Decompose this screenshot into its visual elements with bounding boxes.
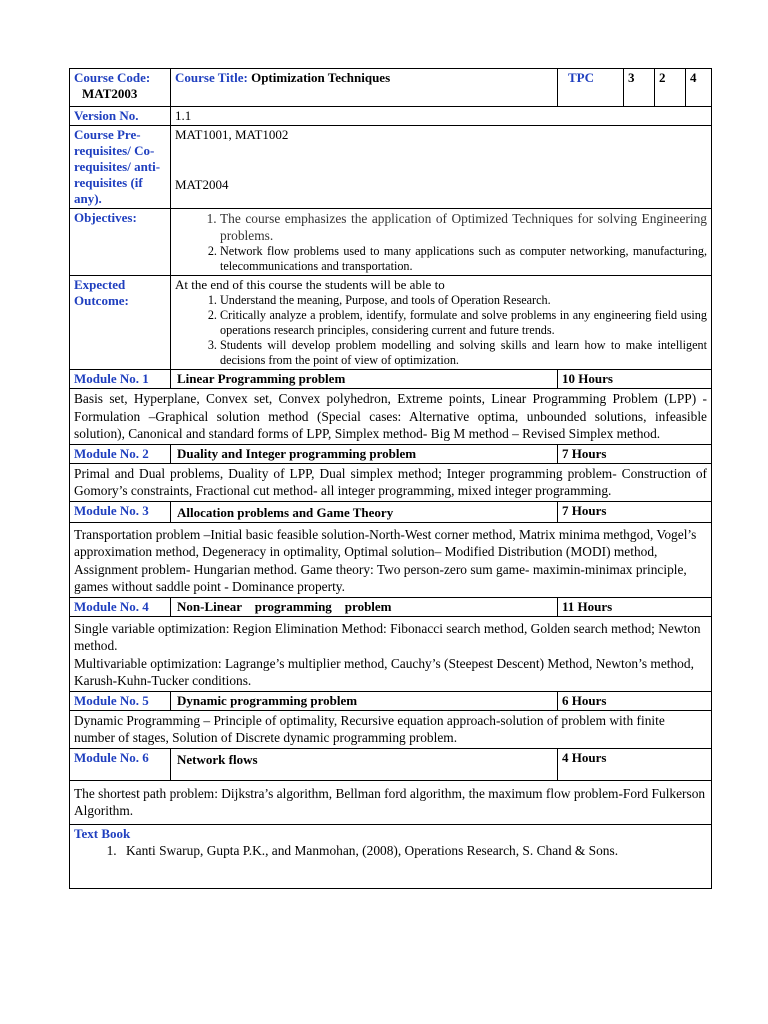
module-label: Module No. 6 bbox=[70, 748, 171, 780]
version-label: Version No. bbox=[70, 107, 171, 126]
module-label: Module No. 1 bbox=[70, 370, 171, 389]
outcome-label: Expected Outcome: bbox=[70, 276, 171, 370]
module-title: Network flows bbox=[171, 748, 558, 780]
objectives-list bbox=[175, 210, 707, 274]
module-label: Module No. 2 bbox=[70, 444, 171, 463]
course-code-value: MAT2003 bbox=[82, 86, 138, 101]
module-header-row bbox=[70, 748, 712, 780]
syllabus-table bbox=[69, 68, 712, 889]
module-content: Multivariable optimization: Lagrange’s multiplier method, Cauchy’s (Steepest Descent) Method, Newton’s method, Karush-Kuhn-Tucker conditions. bbox=[74, 655, 694, 688]
module-label: Module No. 3 bbox=[70, 501, 171, 522]
outcome-item: 1. Understand the meaning, Purpose, and tools of Operation Research. bbox=[220, 293, 707, 308]
module-content: Single variable optimization: Region Elimination Method: Fibonacci search method, Golden search method; Newton method. bbox=[74, 620, 701, 653]
module-label: Module No. 5 bbox=[70, 691, 171, 710]
outcome-list bbox=[175, 293, 707, 368]
version-row bbox=[70, 107, 712, 126]
module-title: Dynamic programming problem bbox=[171, 691, 558, 710]
prereq-cell bbox=[171, 126, 712, 209]
course-title-cell bbox=[171, 69, 558, 107]
module-header-row bbox=[70, 691, 712, 710]
outcome-row bbox=[70, 276, 712, 370]
objectives-label: Objectives: bbox=[70, 209, 171, 276]
module-header-row bbox=[70, 501, 712, 522]
module-content: Dynamic Programming – Principle of optimality, Recursive equation approach-solution of problem with finite number of stages, Solution of Discrete dynamic programming problem. bbox=[70, 710, 712, 748]
header-row bbox=[70, 69, 712, 107]
outcome-item: 3. Students will develop problem modelling and solving skills and learn how to make intelligent decisions from the point of view of optimization. bbox=[220, 338, 707, 368]
module-header-row bbox=[70, 444, 712, 463]
module-content: The shortest path problem: Dijkstra’s algorithm, Bellman ford algorithm, the maximum flow problem-Ford Fulkerson Algorithm. bbox=[70, 780, 712, 824]
textbook-row bbox=[70, 824, 712, 888]
module-content-row bbox=[70, 780, 712, 824]
course-title-label: Course Title: bbox=[175, 70, 248, 85]
outcome-intro: At the end of this course the students will be able to bbox=[175, 277, 445, 292]
module-content: Primal and Dual problems, Duality of LPP, Dual simplex method; Integer programming problem- Construction of Gomory’s constraints, Fractional cut method- all integer programming, mixed integer programming. bbox=[70, 463, 712, 501]
module-content-row bbox=[70, 522, 712, 597]
textbook-cell bbox=[70, 824, 712, 888]
tpc-theory: 3 bbox=[624, 69, 655, 107]
outcome-cell bbox=[171, 276, 712, 370]
module-header-row bbox=[70, 370, 712, 389]
module-content-row bbox=[70, 616, 712, 691]
objective-item: 2. Network flow problems used to many applications such as computer networking, manufacturing, telecommunications and transportation. bbox=[220, 244, 707, 274]
objective-item: 1. The course emphasizes the application of Optimized Techniques for solving Engineering problems. bbox=[220, 210, 707, 244]
module-hours: 11 Hours bbox=[558, 597, 712, 616]
module-content: Basis set, Hyperplane, Convex set, Convex polyhedron, Extreme points, Linear Programming Problem (LPP) - Formulation –Graphical solution method (Special cases: Alternative optima, unbounded solutions, infeasible solution), Canonical and standard forms of LPP, Simplex method- Big M method – Revised Simplex method. bbox=[70, 389, 712, 445]
outcome-item: 2. Critically analyze a problem, identify, formulate and solve problems in any engineering field using operations research principles, considering current and future trends. bbox=[220, 308, 707, 338]
textbook-item: 1. Kanti Swarup, Gupta P.K., and Manmohan, (2008), Operations Research, S. Chand & Sons. bbox=[120, 842, 707, 860]
module-content-row bbox=[70, 389, 712, 445]
module-label: Module No. 4 bbox=[70, 597, 171, 616]
module-content-row bbox=[70, 463, 712, 501]
module-content-row bbox=[70, 710, 712, 748]
module-hours: 7 Hours bbox=[558, 501, 712, 522]
prereq-row bbox=[70, 126, 712, 209]
anti-requisite-value: MAT2004 bbox=[175, 177, 229, 192]
tpc-practical: 2 bbox=[655, 69, 686, 107]
course-code-label: Course Code: bbox=[74, 70, 151, 85]
prereq-label: Course Pre-requisites/ Co-requisites/ anti-requisites (if any). bbox=[70, 126, 171, 209]
objectives-row bbox=[70, 209, 712, 276]
module-header-row bbox=[70, 597, 712, 616]
objectives-cell bbox=[171, 209, 712, 276]
textbook-list bbox=[74, 842, 707, 860]
module-title: Non-Linear programming problem bbox=[171, 597, 558, 616]
module-content-cell bbox=[70, 616, 712, 691]
module-hours: 6 Hours bbox=[558, 691, 712, 710]
tpc-label: TPC bbox=[558, 69, 624, 107]
course-title-value: Optimization Techniques bbox=[251, 70, 391, 85]
module-hours: 10 Hours bbox=[558, 370, 712, 389]
textbook-label: Text Book bbox=[74, 825, 131, 841]
module-hours: 4 Hours bbox=[558, 748, 712, 780]
prereq-value: MAT1001, MAT1002 bbox=[175, 127, 289, 142]
module-title: Allocation problems and Game Theory bbox=[171, 501, 558, 522]
tpc-credits: 4 bbox=[686, 69, 712, 107]
module-content: Transportation problem –Initial basic feasible solution-North-West corner method, Matrix minima methgod, Vogel’s approximation method, Degeneracy in optimality, Optimal solution– Modified Distribution (MODI) method, Assignment problem- Hungarian method. Game theory: Two person-zero sum game- maximin-minimax principle, games without saddle point - Dominance property. bbox=[70, 522, 712, 597]
module-title: Linear Programming problem bbox=[171, 370, 558, 389]
module-title: Duality and Integer programming problem bbox=[171, 444, 558, 463]
course-code-cell bbox=[70, 69, 171, 107]
version-value: 1.1 bbox=[171, 107, 712, 126]
module-hours: 7 Hours bbox=[558, 444, 712, 463]
